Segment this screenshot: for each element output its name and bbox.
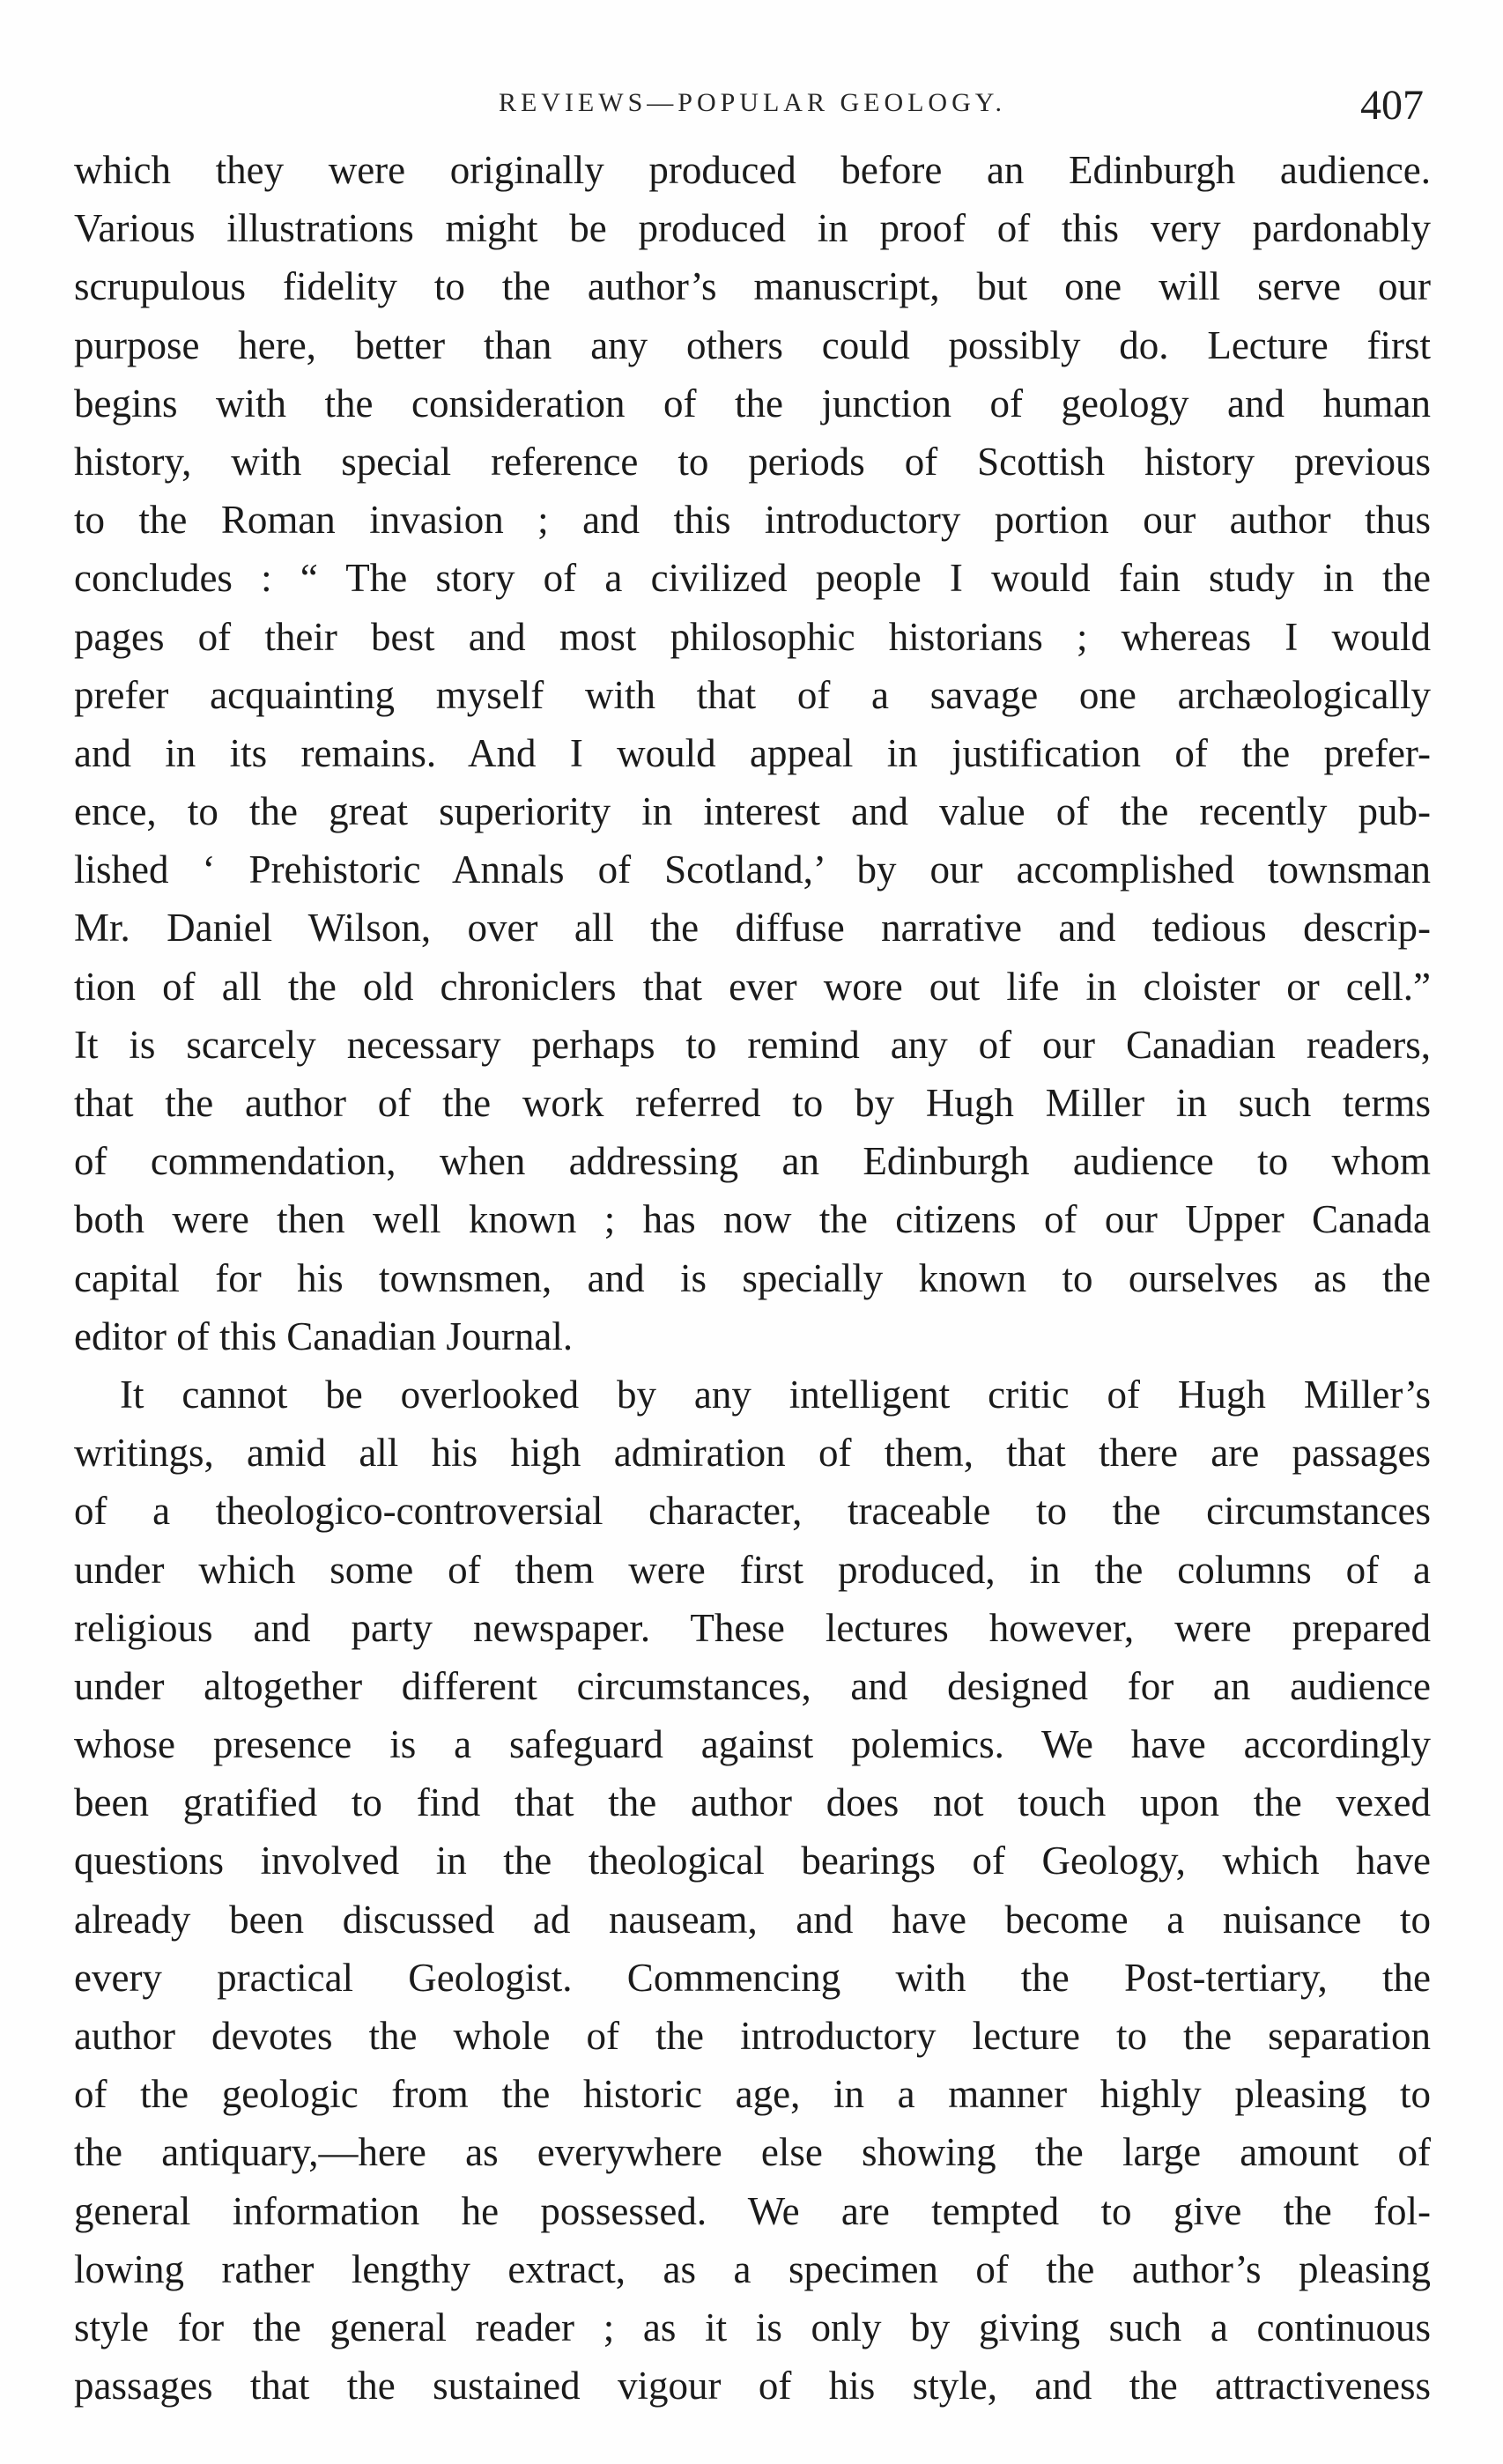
text-line: been gratified to find that the author does not touch upon the vexed	[74, 1780, 1431, 1825]
text-line: ence, to the great superiority in interest and value of the recently pub-	[74, 789, 1431, 834]
text-line: under altogether different circumstances, and designed for an audience	[74, 1663, 1431, 1708]
text-line: Various illustrations might be produced in proof of this very pardonably	[74, 206, 1431, 251]
text-line: editor of this Canadian Journal.	[74, 1313, 574, 1358]
text-line: to the Roman invasion ; and this introductory portion our author thus	[74, 498, 1431, 543]
page-number: 407	[1360, 82, 1424, 129]
text-line: whose presence is a safeguard against polemics. We have accordingly	[74, 1722, 1431, 1767]
text-line: of commendation, when addressing an Edinburgh audience to whom	[74, 1139, 1431, 1184]
text-line: style for the general reader ; as it is only by giving such a continuous	[74, 2305, 1431, 2349]
text-line: passages that the sustained vigour of his style, and the attractiveness	[74, 2364, 1431, 2409]
text-line: of the geologic from the historic age, in a manner highly pleasing to	[74, 2072, 1431, 2117]
text-line: every practical Geologist. Commencing with the Post-tertiary, the	[74, 1955, 1431, 2000]
paragraph	[74, 1365, 1431, 2415]
body-text	[74, 141, 1431, 2415]
text-line: history, with special reference to periods of Scottish history previous	[74, 439, 1431, 484]
text-line: questions involved in the theological bearings of Geology, which have	[74, 1839, 1431, 1883]
running-title: REVIEWS—POPULAR GEOLOGY.	[498, 88, 1007, 117]
text-line: religious and party newspaper. These lectures however, were prepared	[74, 1605, 1431, 1650]
text-line: that the author of the work referred to by Hugh Miller in such terms	[74, 1081, 1431, 1125]
text-line: purpose here, better than any others could possibly do. Lecture first	[74, 322, 1431, 367]
text-line: prefer acquainting myself with that of a savage one archæologically	[74, 672, 1431, 717]
text-line: Mr. Daniel Wilson, over all the diffuse narrative and tedious descrip-	[74, 906, 1431, 951]
text-line: under which some of them were first produced, in the columns of a	[74, 1547, 1431, 1592]
text-line: begins with the consideration of the junction of geology and human	[74, 381, 1431, 425]
text-line: It cannot be overlooked by any intelligent critic of Hugh Miller’s	[120, 1372, 1431, 1417]
text-line: capital for his townsmen, and is specially known to ourselves as the	[74, 1255, 1431, 1300]
text-line: tion of all the old chroniclers that ever wore out life in cloister or cell.”	[74, 964, 1431, 1009]
paragraph	[74, 141, 1431, 1365]
text-line: author devotes the whole of the introductory lecture to the separation	[74, 2014, 1431, 2058]
text-line: concludes : “ The story of a civilized people I would fain study in the	[74, 556, 1431, 601]
running-head	[74, 81, 1431, 134]
text-line: general information he possessed. We are tempted to give the fol-	[74, 2188, 1431, 2233]
text-line: both were then well known ; has now the citizens of our Upper Canada	[74, 1197, 1431, 1242]
text-line: pages of their best and most philosophic historians ; whereas I would	[74, 614, 1431, 659]
text-line: It is scarcely necessary perhaps to remind any of our Canadian readers,	[74, 1022, 1431, 1067]
text-line: lowing rather lengthy extract, as a specimen of the author’s pleasing	[74, 2246, 1431, 2291]
text-line: lished ‘ Prehistoric Annals of Scotland,’ by our accomplished townsman	[74, 847, 1431, 892]
text-line: the antiquary,—here as everywhere else showing the large amount of	[74, 2130, 1431, 2175]
text-line: which they were originally produced before an Edinburgh audience.	[74, 148, 1431, 192]
text-line: of a theologico-controversial character, traceable to the circumstances	[74, 1489, 1431, 1534]
text-line: scrupulous fidelity to the author’s manuscript, but one will serve our	[74, 264, 1431, 309]
text-line: writings, amid all his high admiration of them, that there are passages	[74, 1431, 1431, 1476]
text-line: and in its remains. And I would appeal in justification of the prefer-	[74, 730, 1431, 775]
text-line: already been discussed ad nauseam, and have become a nuisance to	[74, 1897, 1431, 1942]
